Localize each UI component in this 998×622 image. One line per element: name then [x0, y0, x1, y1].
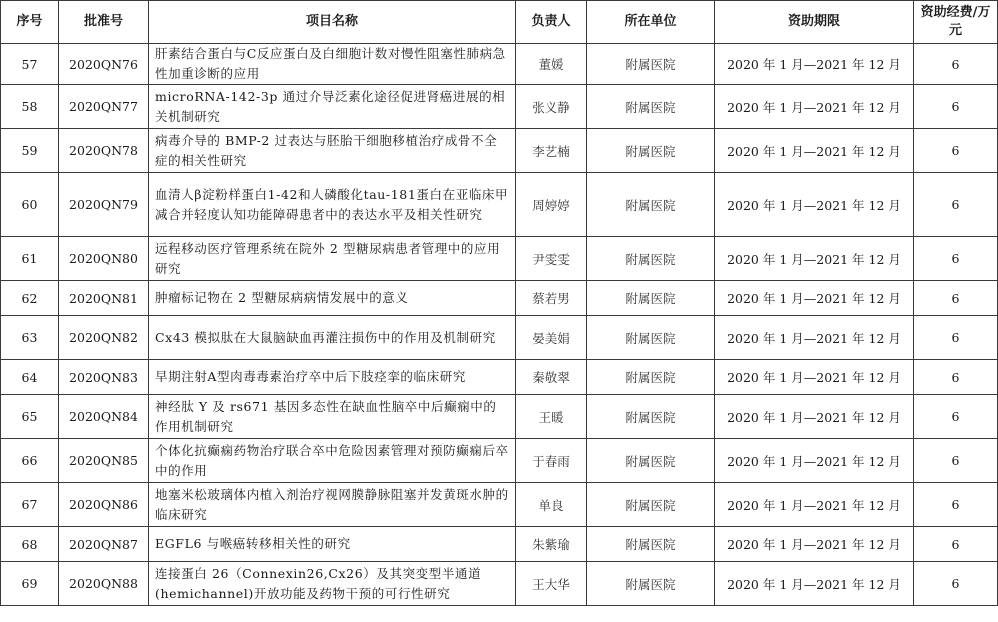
cell-seq: 58	[1, 85, 59, 129]
table-row	[1, 316, 998, 360]
cell-code: 2020QN88	[59, 562, 149, 606]
header-head: 负责人	[516, 1, 587, 44]
cell-name: 肿瘤标记物在 2 型糖尿病病情发展中的意义	[149, 281, 516, 316]
cell-period: 2020 年 1 月—2021 年 12 月	[715, 395, 914, 439]
cell-code: 2020QN78	[59, 129, 149, 173]
cell-seq: 69	[1, 562, 59, 606]
cell-name: 地塞米松玻璃体内植入剂治疗视网膜静脉阻塞并发黄斑水肿的临床研究	[149, 483, 516, 527]
cell-unit: 附属医院	[587, 439, 715, 483]
cell-seq: 67	[1, 483, 59, 527]
cell-head: 王暖	[516, 395, 587, 439]
table-row	[1, 129, 998, 173]
cell-period: 2020 年 1 月—2021 年 12 月	[715, 439, 914, 483]
cell-head: 尹雯雯	[516, 237, 587, 281]
cell-code: 2020QN82	[59, 316, 149, 360]
table-row	[1, 85, 998, 129]
cell-code: 2020QN80	[59, 237, 149, 281]
cell-name: 连接蛋白 26（Connexin26,Cx26）及其突变型半通道(hemichannel)开放功能及药物干预的可行性研究	[149, 562, 516, 606]
cell-seq: 64	[1, 360, 59, 395]
cell-fund: 6	[914, 281, 998, 316]
cell-unit: 附属医院	[587, 281, 715, 316]
cell-fund: 6	[914, 395, 998, 439]
table-row	[1, 281, 998, 316]
cell-head: 晏美娟	[516, 316, 587, 360]
cell-period: 2020 年 1 月—2021 年 12 月	[715, 281, 914, 316]
cell-seq: 60	[1, 173, 59, 237]
cell-code: 2020QN76	[59, 44, 149, 85]
cell-code: 2020QN87	[59, 527, 149, 562]
cell-fund: 6	[914, 237, 998, 281]
cell-unit: 附属医院	[587, 85, 715, 129]
cell-head: 董媛	[516, 44, 587, 85]
cell-fund: 6	[914, 360, 998, 395]
cell-fund: 6	[914, 316, 998, 360]
cell-period: 2020 年 1 月—2021 年 12 月	[715, 483, 914, 527]
cell-head: 周婷婷	[516, 173, 587, 237]
cell-unit: 附属医院	[587, 562, 715, 606]
cell-unit: 附属医院	[587, 129, 715, 173]
cell-head: 秦敬翠	[516, 360, 587, 395]
header-seq: 序号	[1, 1, 59, 44]
cell-head: 朱紫瑜	[516, 527, 587, 562]
cell-fund: 6	[914, 527, 998, 562]
cell-fund: 6	[914, 44, 998, 85]
header-name: 项目名称	[149, 1, 516, 44]
cell-code: 2020QN83	[59, 360, 149, 395]
cell-head: 李艺楠	[516, 129, 587, 173]
cell-fund: 6	[914, 85, 998, 129]
table-row	[1, 527, 998, 562]
cell-fund: 6	[914, 173, 998, 237]
cell-fund: 6	[914, 439, 998, 483]
cell-period: 2020 年 1 月—2021 年 12 月	[715, 360, 914, 395]
table-row	[1, 360, 998, 395]
table-row	[1, 173, 998, 237]
cell-unit: 附属医院	[587, 360, 715, 395]
cell-unit: 附属医院	[587, 237, 715, 281]
cell-head: 于春雨	[516, 439, 587, 483]
cell-fund: 6	[914, 562, 998, 606]
cell-name: 早期注射A型肉毒毒素治疗卒中后下肢痉挛的临床研究	[149, 360, 516, 395]
cell-unit: 附属医院	[587, 173, 715, 237]
table-row	[1, 237, 998, 281]
cell-period: 2020 年 1 月—2021 年 12 月	[715, 173, 914, 237]
cell-seq: 61	[1, 237, 59, 281]
cell-fund: 6	[914, 483, 998, 527]
cell-seq: 65	[1, 395, 59, 439]
cell-seq: 66	[1, 439, 59, 483]
cell-unit: 附属医院	[587, 316, 715, 360]
cell-head: 单良	[516, 483, 587, 527]
table-row	[1, 439, 998, 483]
cell-head: 张义静	[516, 85, 587, 129]
cell-name: 远程移动医疗管理系统在院外 2 型糖尿病患者管理中的应用研究	[149, 237, 516, 281]
cell-code: 2020QN85	[59, 439, 149, 483]
cell-name: microRNA-142-3p 通过介导泛素化途径促进肾癌进展的相关机制研究	[149, 85, 516, 129]
cell-period: 2020 年 1 月—2021 年 12 月	[715, 562, 914, 606]
cell-period: 2020 年 1 月—2021 年 12 月	[715, 44, 914, 85]
cell-name: 血清人β淀粉样蛋白1-42和人磷酸化tau-181蛋白在亚临床甲减合并轻度认知功能障碍患者中的表达水平及相关性研究	[149, 173, 516, 237]
cell-unit: 附属医院	[587, 395, 715, 439]
cell-unit: 附属医院	[587, 44, 715, 85]
header-row	[1, 1, 998, 44]
cell-period: 2020 年 1 月—2021 年 12 月	[715, 237, 914, 281]
cell-seq: 68	[1, 527, 59, 562]
cell-unit: 附属医院	[587, 527, 715, 562]
cell-code: 2020QN77	[59, 85, 149, 129]
table-row	[1, 562, 998, 606]
cell-name: 神经肽 Y 及 rs671 基因多态性在缺血性脑卒中后癫痫中的作用机制研究	[149, 395, 516, 439]
cell-code: 2020QN84	[59, 395, 149, 439]
cell-unit: 附属医院	[587, 483, 715, 527]
cell-name: EGFL6 与喉癌转移相关性的研究	[149, 527, 516, 562]
cell-name: 肝素结合蛋白与C反应蛋白及白细胞计数对慢性阻塞性肺病急性加重诊断的应用	[149, 44, 516, 85]
cell-code: 2020QN86	[59, 483, 149, 527]
cell-period: 2020 年 1 月—2021 年 12 月	[715, 527, 914, 562]
header-period: 资助期限	[715, 1, 914, 44]
table-row	[1, 483, 998, 527]
cell-code: 2020QN79	[59, 173, 149, 237]
table-row	[1, 395, 998, 439]
cell-head: 蔡若男	[516, 281, 587, 316]
cell-period: 2020 年 1 月—2021 年 12 月	[715, 316, 914, 360]
cell-name: Cx43 模拟肽在大鼠脑缺血再灌注损伤中的作用及机制研究	[149, 316, 516, 360]
header-code: 批准号	[59, 1, 149, 44]
cell-period: 2020 年 1 月—2021 年 12 月	[715, 129, 914, 173]
cell-name: 个体化抗癫痫药物治疗联合卒中危险因素管理对预防癫痫后卒中的作用	[149, 439, 516, 483]
cell-seq: 59	[1, 129, 59, 173]
header-fund: 资助经费/万元	[914, 1, 998, 44]
cell-seq: 63	[1, 316, 59, 360]
cell-period: 2020 年 1 月—2021 年 12 月	[715, 85, 914, 129]
cell-head: 王大华	[516, 562, 587, 606]
cell-code: 2020QN81	[59, 281, 149, 316]
cell-name: 病毒介导的 BMP-2 过表达与胚胎干细胞移植治疗成骨不全症的相关性研究	[149, 129, 516, 173]
cell-fund: 6	[914, 129, 998, 173]
cell-seq: 57	[1, 44, 59, 85]
header-unit: 所在单位	[587, 1, 715, 44]
table-row	[1, 44, 998, 85]
cell-seq: 62	[1, 281, 59, 316]
